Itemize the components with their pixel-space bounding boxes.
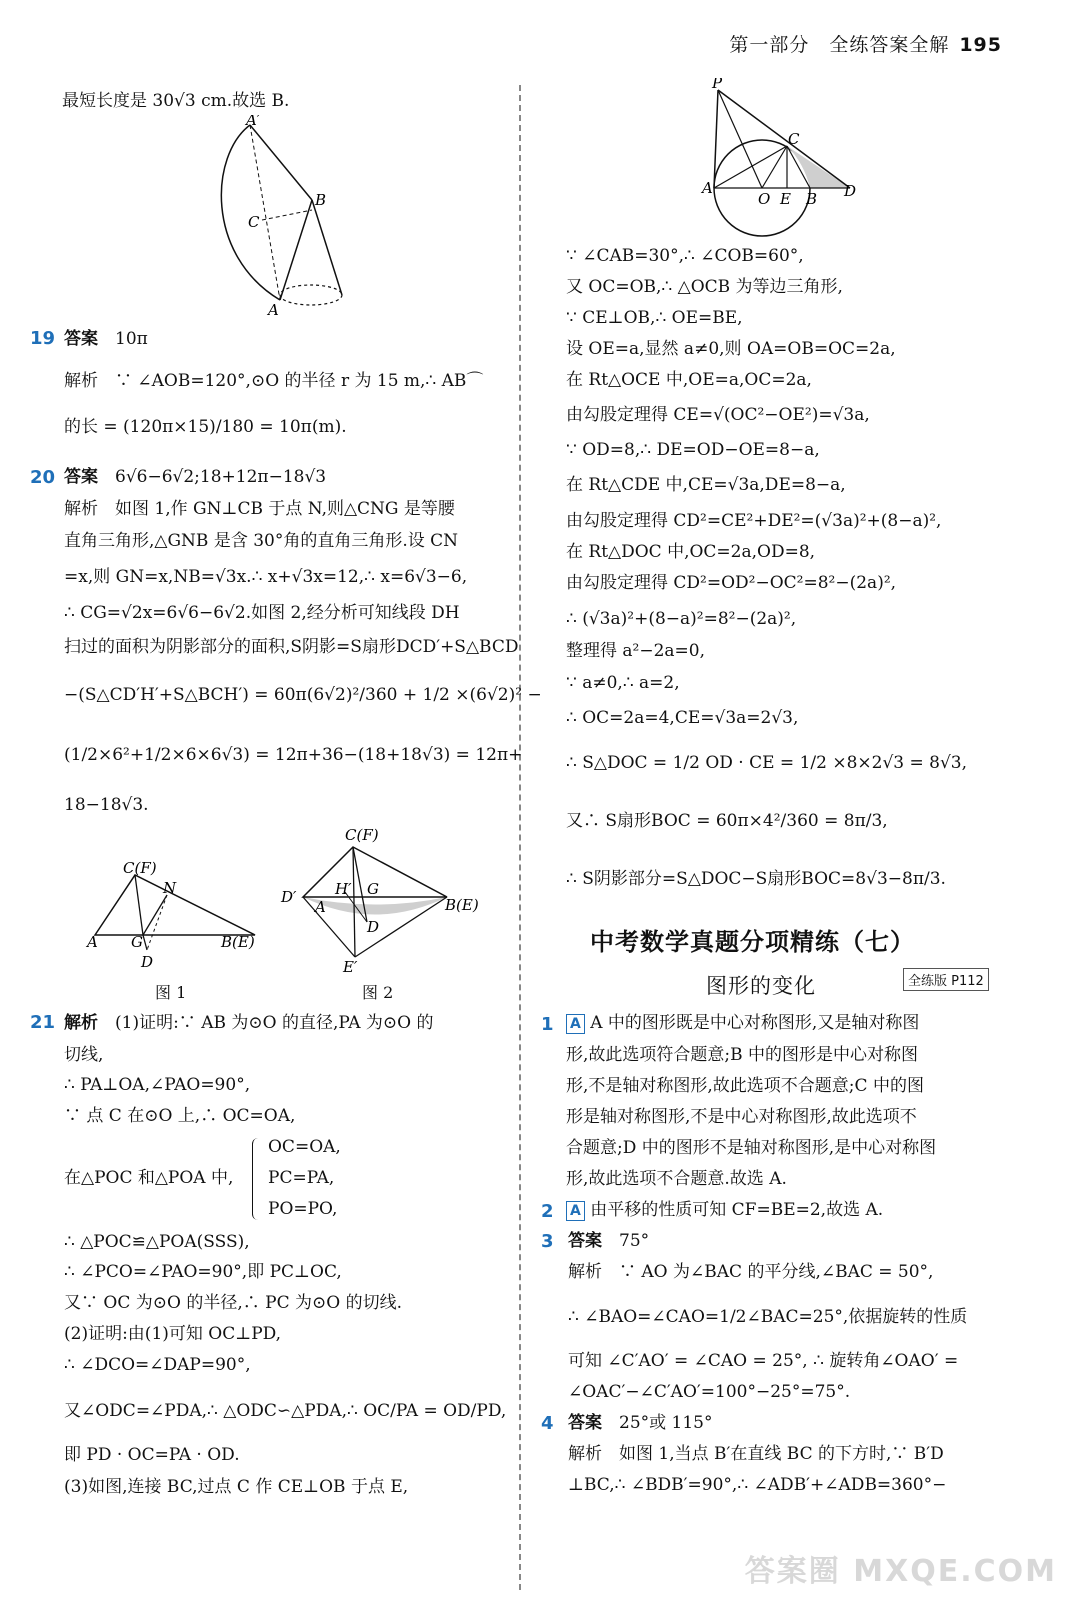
svg-text:B(E): B(E) — [445, 896, 479, 914]
text-line: (2)证明:由(1)可知 OC⊥PD, — [64, 1324, 282, 1344]
svg-text:E: E — [780, 190, 791, 208]
section-title: 中考数学真题分项精练（七） — [590, 928, 915, 956]
svg-text:D: D — [367, 918, 380, 936]
text-line: 合题意;D 中的图形不是轴对称图形,是中心对称图 — [566, 1138, 937, 1158]
svg-text:E′: E′ — [343, 958, 358, 976]
text-line: 形,不是轴对称图形,故此选项不合题意;C 中的图 — [566, 1076, 924, 1096]
svg-text:A: A — [87, 933, 98, 951]
text-line: 解析 ∵ ∠AOB=120°,⊙O 的半径 r 为 15 m,∴ AB⌒ — [64, 371, 484, 391]
cone-unfold-figure — [200, 115, 370, 320]
svg-text:B: B — [315, 191, 327, 209]
svg-text:A: A — [268, 301, 279, 319]
text-line: 又∵ OC 为⊙O 的半径,∴ PC 为⊙O 的切线. — [64, 1293, 402, 1313]
text-line: ∵ OD=8,∴ DE=OD−OE=8−a, — [566, 440, 820, 460]
text-line: ∴ △POC≌△POA(SSS), — [64, 1232, 250, 1252]
text-line: ∵ ∠CAB=30°,∴ ∠COB=60°, — [566, 246, 804, 266]
text-line: 的长 = (120π×15)/180 = 10π(m). — [64, 417, 347, 437]
question-number: 3 — [541, 1231, 554, 1252]
text-line: 又 OC=OB,∴ △OCB 为等边三角形, — [566, 277, 843, 297]
text-line: 在△POC 和△POA 中, — [64, 1168, 234, 1188]
text-line: 设 OE=a,显然 a≠0,则 OA=OB=OC=2a, — [566, 339, 896, 359]
text-line: 解析 如图 1,作 GN⊥CB 于点 N,则△CNG 是等腰 — [64, 499, 455, 519]
text-line: 整理得 a²−2a=0, — [566, 641, 706, 661]
figure-1 — [85, 855, 270, 970]
svg-text:D: D — [141, 953, 154, 970]
text-line: ∠OAC′−∠C′AO′=100°−25°=75°. — [568, 1382, 851, 1402]
text-line: ⊥BC,∴ ∠BDB′=90°,∴ ∠ADB′+∠ADB=360°− — [568, 1475, 947, 1495]
svg-text:C(F): C(F) — [123, 859, 157, 877]
header-part: 第一部分 全练答案全解 — [729, 34, 950, 56]
question-number: 21 — [30, 1012, 56, 1033]
text-line: ∴ (√3a)²+(8−a)²=8²−(2a)², — [566, 609, 797, 629]
column-divider — [519, 85, 521, 1590]
page-header — [729, 30, 1002, 57]
question-number: 4 — [541, 1413, 554, 1434]
answer-value: 10π — [115, 329, 148, 349]
svg-text:A: A — [315, 898, 326, 916]
text-line: 在 Rt△DOC 中,OC=2a,OD=8, — [566, 542, 816, 562]
text-line: ∴ S阴影部分=S△DOC−S扇形BOC=8√3−8π/3. — [566, 869, 946, 889]
text-line: ∴ ∠BAO=∠CAO=1/2∠BAC=25°,依据旋转的性质 — [568, 1307, 968, 1327]
text-line: (1)证明:∵ AB 为⊙O 的直径,PA 为⊙O 的 — [115, 1013, 434, 1033]
svg-text:B(E): B(E) — [221, 933, 255, 951]
svg-text:C(F): C(F) — [345, 826, 379, 844]
text-line: (3)如图,连接 BC,过点 C 作 CE⊥OB 于点 E, — [64, 1477, 409, 1497]
text-line: 又∠ODC=∠PDA,∴ △ODC∽△PDA,∴ OC/PA = OD/PD, — [64, 1401, 507, 1421]
text-line: 又∴ S扇形BOC = 60π×4²/360 = 8π/3, — [566, 811, 888, 831]
brace — [252, 1138, 263, 1220]
text-line: ∵ a≠0,∴ a=2, — [566, 673, 680, 693]
svg-text:C: C — [248, 213, 260, 231]
answer-value: 6√6−6√2;18+12π−18√3 — [115, 467, 327, 487]
answer-tag: 答案 — [568, 1413, 602, 1433]
svg-text:G: G — [367, 880, 379, 898]
answer-tag: 答案 — [64, 467, 98, 487]
text-line: (1/2×6²+1/2×6×6√3) = 12π+36−(18+18√3) = 12π+ — [64, 745, 523, 765]
svg-text:D′: D′ — [281, 888, 297, 906]
svg-text:A′: A′ — [246, 115, 261, 129]
text-line: 由勾股定理得 CD²=OD²−OC²=8²−(2a)², — [566, 573, 897, 593]
question-number: 2 — [541, 1201, 554, 1222]
text-line: −(S△CD′H′+S△BCH′) = 60π(6√2)²/360 + 1/2 ×(6√2)² − — [64, 685, 542, 705]
text-line: 直角三角形,△GNB 是含 30°角的直角三角形.设 CN — [64, 531, 459, 551]
text-line: ∴ ∠DCO=∠DAP=90°, — [64, 1355, 251, 1375]
text-line: A 中的图形既是中心对称图形,又是轴对称图 — [590, 1013, 920, 1033]
svg-text:G: G — [131, 933, 143, 951]
text-line: 扫过的面积为阴影部分的面积,S阴影=S扇形DCD′+S△BCD — [64, 637, 519, 657]
text-line: 在 Rt△OCE 中,OE=a,OC=2a, — [566, 370, 812, 390]
text-line: 解析 如图 1,当点 B′在直线 BC 的下方时,∵ B′D — [568, 1444, 944, 1464]
text-line: ∴ ∠PCO=∠PAO=90°,即 PC⊥OC, — [64, 1262, 342, 1282]
answer-value: 25°或 115° — [619, 1413, 713, 1433]
circle-tangent-figure — [700, 78, 870, 238]
text-line: 可知 ∠C′AO′ = ∠CAO = 25°, ∴ 旋转角∠OAO′ = — [568, 1351, 959, 1371]
svg-text:O: O — [758, 190, 771, 208]
text-line: 在 Rt△CDE 中,CE=√3a,DE=8−a, — [566, 475, 846, 495]
text-line: 由勾股定理得 CD²=CE²+DE²=(√3a)²+(8−a)², — [566, 511, 942, 531]
answer-tag: 答案 — [568, 1231, 602, 1251]
section-subtitle: 图形的变化 — [706, 974, 816, 998]
question-number: 20 — [30, 467, 56, 488]
text-line: PC=PA, — [268, 1168, 335, 1188]
text-line: 形,故此选项不合题意.故选 A. — [566, 1169, 787, 1189]
svg-text:N: N — [163, 879, 177, 897]
reference-box: 全练版 P112 — [903, 968, 989, 991]
answer-box: A — [566, 1014, 585, 1034]
text-line: 形是轴对称图形,不是中心对称图形,故此选项不 — [566, 1107, 917, 1127]
text-line: =x,则 GN=x,NB=√3x.∴ x+√3x=12,∴ x=6√3−6, — [64, 567, 468, 587]
text-line: 18−18√3. — [64, 795, 149, 815]
text-line: ∴ PA⊥OA,∠PAO=90°, — [64, 1075, 251, 1095]
svg-text:D: D — [844, 182, 857, 200]
page-number: 195 — [959, 34, 1002, 56]
text-line: PO=PO, — [268, 1199, 338, 1219]
svg-text:C: C — [788, 130, 800, 148]
text-line: 解析 ∵ AO 为∠BAC 的平分线,∠BAC = 50°, — [568, 1262, 934, 1282]
text-line: OC=OA, — [268, 1137, 341, 1157]
text-line: 切线, — [64, 1045, 104, 1065]
text-line: ∵ CE⊥OB,∴ OE=BE, — [566, 308, 743, 328]
text-line: ∴ OC=2a=4,CE=√3a=2√3, — [566, 708, 799, 728]
text-line: 最短长度是 30√3 cm.故选 B. — [62, 91, 290, 111]
text-line: ∴ S△DOC = 1/2 OD · CE = 1/2 ×8×2√3 = 8√3, — [566, 753, 968, 773]
answer-tag: 答案 — [64, 329, 98, 349]
answer-box: A — [566, 1201, 585, 1221]
svg-text:P: P — [712, 78, 723, 92]
figure-caption: 图 1 — [155, 983, 187, 1002]
text-line: 由勾股定理得 CE=√(OC²−OE²)=√3a, — [566, 405, 870, 425]
question-number: 19 — [30, 328, 56, 349]
figure-caption: 图 2 — [362, 983, 394, 1002]
text-line: ∵ 点 C 在⊙O 上,∴ OC=OA, — [64, 1106, 296, 1126]
text-line: 形,故此选项符合题意;B 中的图形是中心对称图 — [566, 1045, 919, 1065]
text-line: 即 PD · OC=PA · OD. — [64, 1445, 240, 1465]
figure-2 — [275, 822, 490, 977]
watermark: 答案圈 MXQE.COM — [744, 1554, 1057, 1589]
text-line: ∴ CG=√2x=6√6−6√2.如图 2,经分析可知线段 DH — [64, 603, 460, 623]
svg-text:B: B — [806, 190, 818, 208]
analysis-tag: 解析 — [64, 1013, 98, 1033]
svg-text:A: A — [702, 179, 713, 197]
question-number: 1 — [541, 1014, 554, 1035]
answer-value: 75° — [619, 1231, 650, 1251]
text-line: 由平移的性质可知 CF=BE=2,故选 A. — [590, 1200, 884, 1220]
svg-text:H′: H′ — [335, 880, 352, 898]
